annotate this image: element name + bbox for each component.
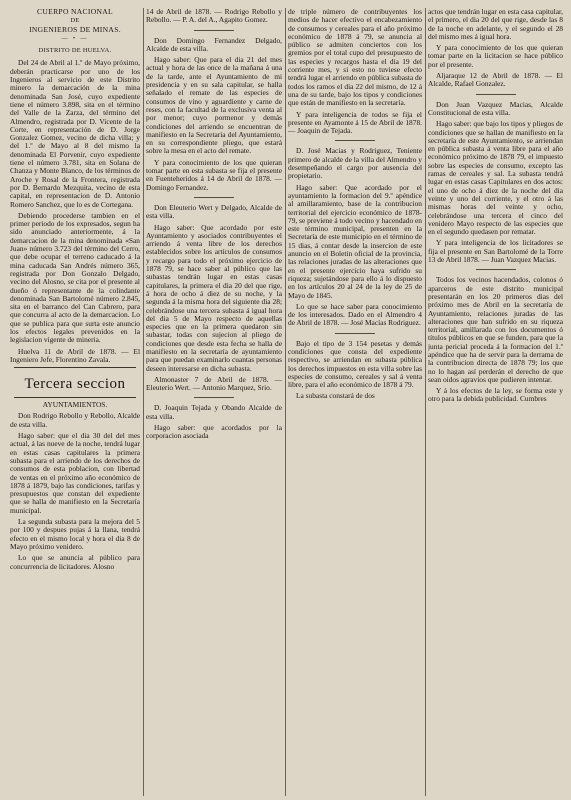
column-rule bbox=[425, 8, 426, 796]
notice-paragraph: Hago saber: Que acordado por el ayuntamiento la formacion del 9.º apéndice al amillaramiento, base de la contribucion territorial del ejercicio económico de 1878-79, se previene á todo vecino y hacendado en este término municipal, presenten en la Secretaría de este municipio en el término de 15 dias, á contar desde la insercion de este anuncio en el Boletin oficial de la provincia, las relaciones juradas de las alteraciones que en el presente ejercicio haya sufrido su riqueza; sujetándose para ello á lo dispuesto en los artículos 20 al 24 de la ley de 25 de Mayo de 1845. bbox=[288, 182, 422, 300]
divider bbox=[14, 367, 136, 368]
district-header: DISTRITO DE HUELVA. bbox=[38, 47, 112, 55]
notice-paragraph: Y para conocimiento de los que quieran tomar parte en esta subasta se fija el presente en Fuenteheridos á 14 de Abril de 1878. — Domingo Fernandez. bbox=[146, 157, 282, 192]
notice-heading: Don Juan Vazquez Macias, Alcalde Constitucional de esta villa. bbox=[428, 99, 563, 117]
divider bbox=[476, 269, 516, 270]
divider bbox=[335, 333, 375, 334]
divider bbox=[14, 397, 136, 398]
column-3 bbox=[288, 8, 422, 796]
notice-signature: Almonaster 7 de Abril de 1878. — Eleuterio Wert. — Antonio Marquez, Srio. bbox=[146, 374, 282, 393]
section-header-sub: DE bbox=[70, 17, 80, 25]
notice-paragraph: Del 24 de Abril al 1.º de Mayo próximo, deberán practicarse por uno de los Ingenieros al servicio de este Distrito minero la demarcación de la mina denominada San José, cuyo expediente tiene el número 3.898, sita en el término del Valle de la Zarza, del término del Almendro, registrada por D. Vicente de la Corte, en representación de D. Jorge Gonzalez Gomez, vecino de dicha villa; y del 1.º de Mayo al 8 del mismo la denominada El Porvenir, cuyo expediente tiene el número 3.781, sita en Solana de Chanza y Monte Blanco, de los términos de Aroche y Rosal de la Frontera, registrada por D. Bernardo Mezquita, vecino de esta capital, en representacion de D. Antonio Romero Sanchez, que lo es de Cortegana. bbox=[10, 58, 140, 209]
notice-signature: 14 de Abril de 1878. — Rodrigo Rebollo y Rebollo. — P. A. del A., Agapito Gomez. bbox=[146, 8, 282, 25]
notice-signature: Y para inteligencia de los licitadores se fija el presente en San Bartolomé de la Torre 13 de Abril 1878. — Juan Vazquez Macias. bbox=[428, 238, 563, 265]
notice-paragraph: Y para inteligencia de todos se fija el presente en Ayamonte á 15 de Abril de 1878. — Joaquin de Tejada. bbox=[288, 109, 422, 136]
notice-heading: D. Joaquin Tejada y Obando Alcalde de esta villa. bbox=[146, 403, 282, 421]
notice-paragraph: La segunda subasta para la mejora del 5 por 100 y despues pujas á la llana, tendrá efecto en el mismo local y hora el dia 8 de Mayo próximo venidero. bbox=[10, 517, 140, 551]
section-header: CUERPO NACIONAL bbox=[36, 8, 113, 16]
divider bbox=[194, 397, 234, 398]
section-header: INGENIEROS DE MINAS. bbox=[29, 24, 121, 34]
notice-heading: Don Domingo Fernandez Delgado, Alcalde de esta villa. bbox=[146, 35, 282, 53]
notice-heading: D. José Macias y Rodriguez, Teniente primero de alcalde de la villa del Almendro y desempeñando el cargo por ausencia del propietario. bbox=[288, 146, 422, 181]
notice-paragraph: Debiendo procederse tambien en el primer periodo de los expresados, segun ha sido anunciado anteriormente, á la demarcacion de la mina denominada «San Juan» número 3.723 del término del Cerro, que debe ocupar el terreno caducado á la mina caducada San Andrés número 365, registrada por Don Gonzalo Delgado, vecino del Alosno, se cita por el presente al dueño ó representante de la colindante denominada San Bartolomé número 2.845, sita en el barranco del Can Cabrero, para que concurra al acto de la demarcacion. Lo que se publica para que surta este anuncio los efectos legales prevenidos en la legislacion vigente de mineria. bbox=[10, 210, 140, 345]
notice-paragraph: actos que tendrán lugar en esta casa capitular, el primero, el dia 20 del que rige, desde las 8 de la noche en adelante, y el segundo el 28 del mismo mes á igual hora. bbox=[428, 8, 563, 41]
column-rule bbox=[143, 8, 144, 796]
column-2 bbox=[146, 8, 282, 796]
notice-paragraph: Hago saber: que acordados por la corporacion asociada bbox=[146, 423, 282, 441]
notice-paragraph: Hago saber: Que para el dia 21 del mes actual y hora de las once de la mañana á una de la tarde, ante el Ayuntamiento de mi presidencia y en su sala capitular, se halla señalado el remate de las especies de consumos de vino y aguardiente y carne de reses, con la facultad de la exclusiva venta al por menor; cuyo pormenor y demás condiciones del arriendo se encuentran de manifiesto en la Secretaria del Ayuntamiento, en su correspondiente pliego, que estará sobre la mesa en el acto del remate. bbox=[146, 55, 282, 156]
notice-paragraph: Hago saber: Que acordado por este Ayuntamiento y asociados contribuyentes el arriendo á venta libre de los derechos establecidos sobre los artículos de consumos y recargo para todo el próximo ejercicio de 1878 79, se hace saber al público que las subastas tendrán lugar en estas casas capitulares, la primera el dia 20 del que rige, á hora de ocho á diez de su noche, y la segunda á la misma hora del siguiente dia 28; celebrándose una tercera subasta á igual hora del dia 5 de Mayo respecto de aquellas especies que en la primera quedaron sin subastar, todas con sujecion al pliego de condiciones que desde esta fecha se halla de manifiesto en la secretaría de ayuntamiento para que puedan examinarlo cuantas personas deseen interesarse en dicha subasta. bbox=[146, 222, 282, 373]
section-title: Tercera seccion bbox=[24, 376, 126, 393]
notice-paragraph: de triple número de contribuyentes los medios de hacer efectivo el encabezamiento de consumos y cereales para el año próximo económico de 1878 á 79, se anuncia al público se admiten conciertos con los gremios por el total cupo del presupuesto de las especies y recargos hasta el dia 19 del corriente mes, y si esto no tuviese efecto tendrá lugar el arriendo en pública subasta de todos los ramos el dia 22 del mismo, de 12 á una de su tarde, bajo los tipos y condiciones que están de manifiesto en la secretaría. bbox=[288, 8, 422, 108]
ornament: — • — bbox=[61, 35, 89, 42]
divider bbox=[335, 140, 375, 141]
notice-paragraph: Bajo el tipo de 3 154 pesetas y demás condiciones que consta del expediente respectivo, se arriendan en subasta pública los derechos impuestos en esta villa sobre las especies de consumo, cereales y sal á venta libre, para el año económico de 1878 á 79. bbox=[288, 338, 422, 390]
notice-paragraph: Y para conocimiento de los que quieran tomar parte en la licitacion se hace público por el presente. bbox=[428, 43, 563, 69]
column-rule bbox=[285, 8, 286, 796]
notice-paragraph: Lo que se hace saber para conocimiento de los interesados. Dado en el Almendro 4 de Abril de 1878. — José Macías Rodriguez. bbox=[288, 301, 422, 328]
notice-paragraph: Lo que se anuncia al público para concurrencia de licitadores. Alosno bbox=[10, 553, 140, 571]
notice-signature: Huelva 11 de Abril de 1878. — El Ingeniero Jefe, Florentino Zavala. bbox=[10, 346, 140, 364]
column-1 bbox=[10, 8, 140, 796]
notice-paragraph: Todos los vecinos hacendados, colonos ó aparceros de este distrito municipal presentarán en los 20 primeros dias del próximo mes de Abril en la secretaría de Ayuntamiento, relaciones juradas de las alteraciones que han sufrido en su riqueza territorial, amillarada con los documentos ó títulos públicos en que se funden, para que la junta pericial proceda á la formacion del 1.º apéndice que ha de servir para la derrama de la contribucion directa de 1878 79; los que no lo hagan así perderán el derecho de que sean oidos agravios que pudieren intentar. bbox=[428, 275, 563, 384]
notice-heading: Don Rodrigo Rebollo y Rebollo, Alcalde de esta villa. bbox=[10, 411, 140, 429]
notice-paragraph: Hago saber: que el dia 30 del del mes actual, á las nueve de la noche, tendrá lugar en estas casas capitulares la primera subasta para el arriendo de los derechos de consumos de esta poblacion, con libertad de ventas en el próximo año económico de 1878 á 1879, bajo las condiciones, tarifas y presupuestos que constan del expediente que se halla de manifiesto en la Secretaría municipal. bbox=[10, 431, 140, 515]
notice-signature: Aljaraque 12 de Abril de 1878. — El Alcalde, Rafael Gonzalez. bbox=[428, 71, 563, 89]
notice-heading: Don Eleuterio Wert y Delgado, Alcalde de esta villa. bbox=[146, 202, 282, 221]
notice-paragraph: Y á los efectos de la ley, se forma este y otro para la debida publicidad. Cumbres bbox=[428, 386, 563, 404]
divider bbox=[476, 94, 516, 95]
divider bbox=[194, 197, 234, 198]
column-4 bbox=[428, 8, 563, 796]
divider bbox=[194, 30, 234, 31]
notice-paragraph: La subasta constará de dos bbox=[296, 391, 375, 401]
subsection-title: AYUNTAMIENTOS. bbox=[42, 400, 108, 410]
notice-paragraph: Hago saber: que bajo los tipos y pliegos de condiciones que se hallan de manifiesto en la secretaría de este Ayuntamiento, se arriendan en pública subasta á venta libre para el año económico próximo de 1878 79, el impuesto sobre las especies de consumo, excepto las ramas de cereales y sal. La subasta tendrá lugar en estas casas Capitulares en dos actos: el uno de ocho á diez de la noche del dia veinte y uno del corriente, y el otro á las mismas horas del veinte y ocho, celebrándose una tercera el cinco del venidero Mayo respecto de las especies que en el segundo quedasen por rematar. bbox=[428, 119, 563, 237]
